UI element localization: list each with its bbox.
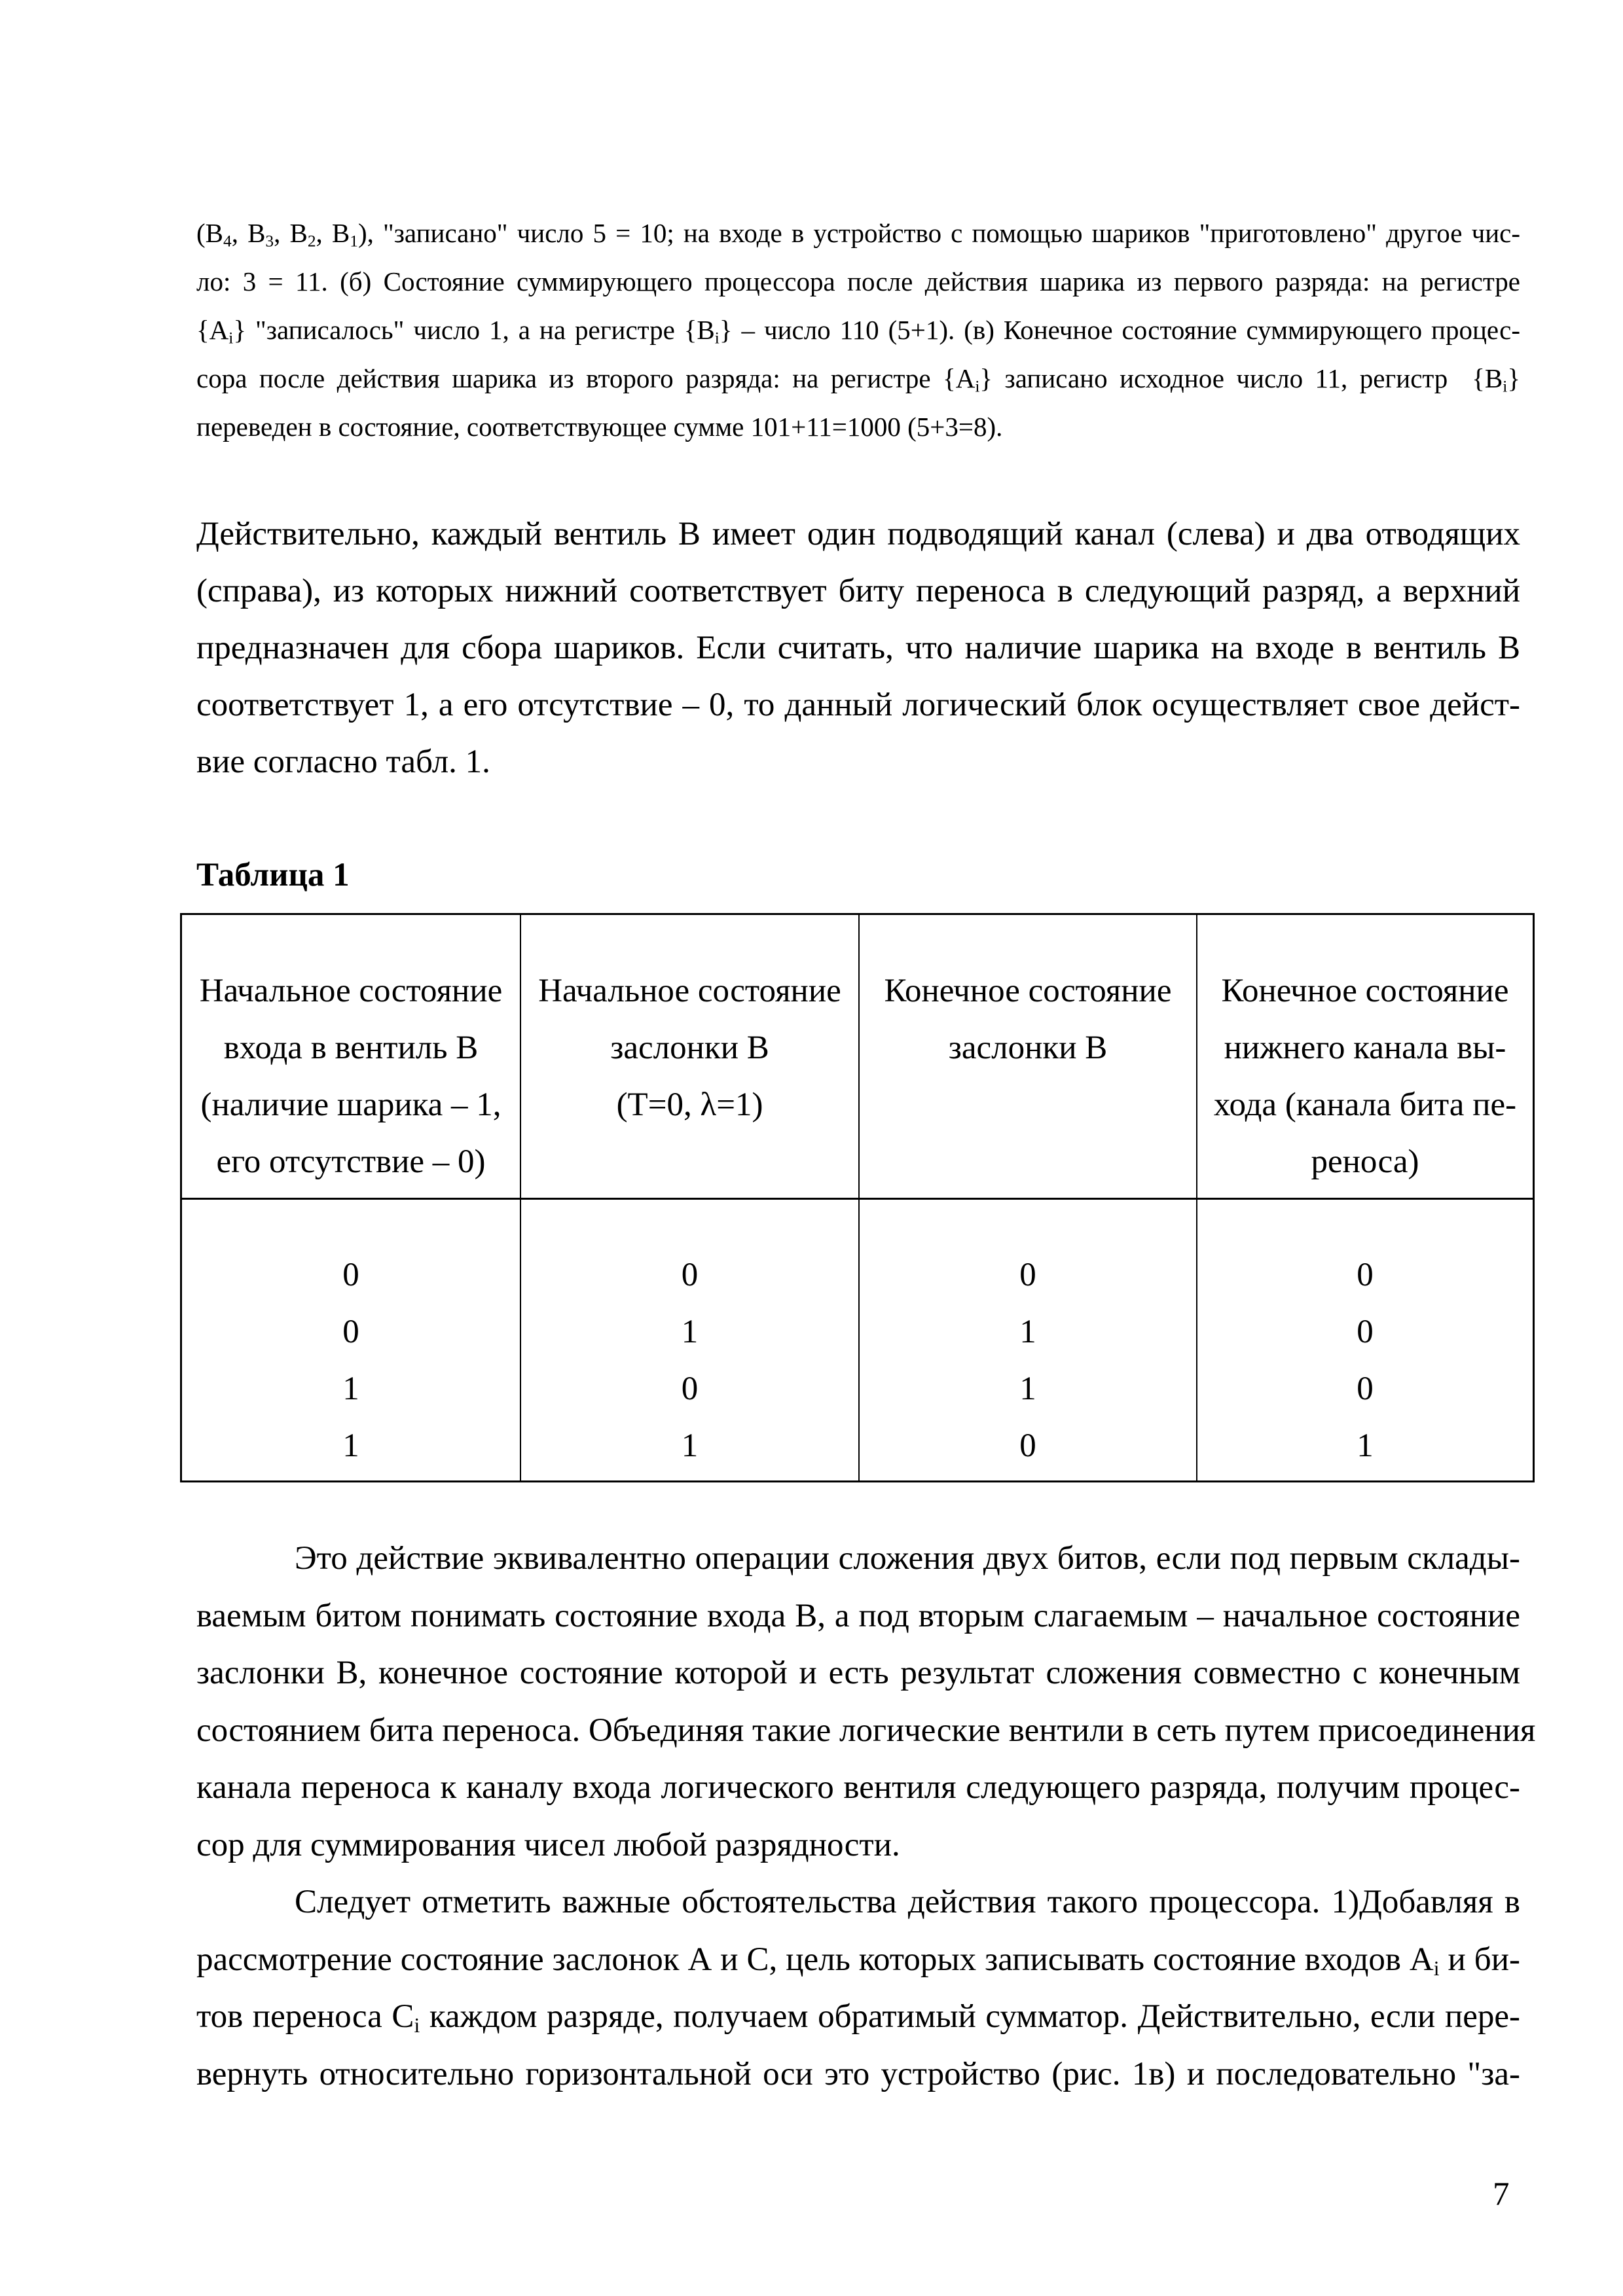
subscript: i (1433, 1956, 1440, 1980)
subscript: 3 (265, 232, 274, 251)
text-line (196, 2046, 1520, 2104)
text-run: канала переноса к каналу входа логического вентиля следующего разряда, получим процес- (196, 1769, 1520, 1806)
table-data-cell (182, 1200, 521, 1480)
text-line (196, 1759, 1520, 1817)
table-data-cell (860, 1200, 1197, 1480)
cell-value: 1 (681, 1314, 699, 1350)
text-run: {A (196, 315, 229, 345)
subscript: i (414, 2013, 420, 2037)
header-text-line: (наличие шарика – 1, (200, 1086, 501, 1123)
text-run: каждом разряде, получаем обратимый сумматор. Действительно, если пере- (420, 1998, 1520, 2035)
subscript: 4 (223, 232, 232, 251)
text-run: переведен в состояние, соответствующее сумме 101+11=1000 (5+3=8). (196, 412, 1003, 442)
subscript: i (228, 329, 234, 348)
text-run: сор для суммирования чисел любой разрядности. (196, 1826, 900, 1863)
paragraph-gate-description (196, 506, 1520, 791)
truth-table (180, 913, 1535, 1482)
text-line (196, 1817, 1520, 1874)
text-run: сора после действия шарика из второго разряда: на регистре {A (196, 363, 976, 393)
cell-value: 0 (1357, 1371, 1374, 1407)
subscript: i (1503, 377, 1508, 396)
text-run: Это действие эквивалентно операции сложения двух битов, если под первым склады- (295, 1540, 1520, 1577)
text-run: (справа), из которых нижний соответствует биту переноса в следующий разряд, а верхний (196, 573, 1520, 609)
header-text-line: реноса) (1311, 1143, 1419, 1180)
text-run: рассмотрение состояние заслонок А и С, цель которых записывать состояние входов A (196, 1941, 1434, 1978)
text-line (196, 677, 1520, 734)
table-title: Таблица 1 (196, 857, 350, 893)
text-run: } "записалось" число 1, а на регистре {B (233, 315, 715, 345)
header-text-line: заслонки В (610, 1030, 769, 1066)
paragraph-adder-explanation (196, 1530, 1536, 2103)
header-text-line: заслонки В (948, 1030, 1108, 1066)
text-line (196, 306, 1520, 354)
text-run: заслонки В, конечное состояние которой и есть результат сложения совместно с конечным (196, 1655, 1520, 1691)
text-run: } записано исходное число 11, регистр {B (979, 363, 1503, 393)
cell-value: 0 (342, 1314, 359, 1350)
cell-value: 0 (681, 1257, 699, 1293)
text-run: } (1507, 363, 1520, 393)
cell-value: 0 (342, 1257, 359, 1293)
text-line (196, 563, 1520, 620)
text-run: вернуть относительно горизонтальной оси это устройство (рис. 1в) и последовательно "за- (196, 2055, 1520, 2092)
table-header-cell (182, 915, 521, 1200)
text-run: (B (196, 218, 223, 248)
table-header-cell (521, 915, 860, 1200)
text-line (196, 1874, 1520, 1931)
cell-value: 1 (681, 1427, 699, 1464)
table-header-cell (1197, 915, 1533, 1200)
text-run: соответствует 1, а его отсутствие – 0, то данный логический блок осуществляет свое дейст- (196, 687, 1520, 723)
subscript: i (975, 377, 980, 396)
text-line (196, 734, 1520, 791)
page-number: 7 (1493, 2176, 1510, 2213)
subscript: i (714, 329, 720, 348)
header-text-line: Конечное состояние (1221, 973, 1509, 1009)
header-text-line: (T=0, λ=1) (616, 1086, 763, 1123)
table-data-cell (521, 1200, 860, 1480)
text-run: ), "записано" число 5 = 10; на входе в устройство с помощью шариков "приготовлено" другое чис- (357, 218, 1520, 248)
text-line (196, 354, 1520, 403)
cell-value: 0 (1019, 1427, 1036, 1464)
table-header-cell (860, 915, 1197, 1200)
cell-value: 1 (1019, 1371, 1036, 1407)
header-text-line: входа в вентиль В (223, 1030, 479, 1066)
text-run: Действительно, каждый вентиль В имеет один подводящий канал (слева) и два отводящих (196, 516, 1520, 552)
figure-caption (196, 209, 1520, 451)
text-line (196, 506, 1520, 563)
cell-value: 0 (1019, 1257, 1036, 1293)
text-line (196, 1530, 1520, 1588)
text-line (196, 257, 1520, 306)
text-line (196, 1988, 1520, 2046)
text-run: ло: 3 = 11. (б) Состояние суммирующего процессора после действия шарика из первого разряда: на регистре (196, 266, 1520, 296)
text-run: и би- (1439, 1941, 1520, 1978)
header-text-line: его отсутствие – 0) (216, 1143, 486, 1180)
cell-value: 1 (1357, 1427, 1374, 1464)
text-line (196, 1702, 1536, 1760)
text-run: } – число 110 (5+1). (в) Конечное состояние суммирующего процес- (719, 315, 1520, 345)
header-text-line: Конечное состояние (884, 973, 1172, 1009)
text-run: предназначен для сбора шариков. Если считать, что наличие шарика на входе в вентиль В (196, 630, 1520, 666)
header-text-line: хода (канала бита пе- (1213, 1086, 1517, 1123)
header-text-line: нижнего канала вы- (1224, 1030, 1506, 1066)
cell-value: 1 (1019, 1314, 1036, 1350)
text-run: , B (274, 218, 308, 248)
text-line (196, 620, 1520, 677)
cell-value: 0 (681, 1371, 699, 1407)
text-run: , B (231, 218, 266, 248)
subscript: 2 (307, 232, 316, 251)
text-run: ваемым битом понимать состояние входа В, а под вторым слагаемым – начальное состояние (196, 1597, 1520, 1634)
text-run: вие согласно табл. 1. (196, 744, 490, 780)
cell-value: 0 (1357, 1314, 1374, 1350)
text-line (196, 1588, 1520, 1645)
text-line (196, 1931, 1520, 1989)
text-line (196, 403, 1520, 451)
header-text-line: Начальное состояние (199, 973, 503, 1009)
text-line (196, 1645, 1520, 1702)
table-data-cell (1197, 1200, 1533, 1480)
cell-value: 1 (342, 1427, 359, 1464)
text-run: , B (316, 218, 350, 248)
cell-value: 1 (342, 1371, 359, 1407)
subscript: 1 (350, 232, 358, 251)
text-run: Следует отметить важные обстоятельства действия такого процессора. 1)Добавляя в (295, 1884, 1520, 1920)
text-run: состоянием бита переноса. Объединяя такие логические вентили в сеть путем присоединения (196, 1712, 1536, 1749)
text-line (196, 209, 1520, 257)
header-text-line: Начальное состояние (538, 973, 841, 1009)
text-run: тов переноса C (196, 1998, 414, 2035)
cell-value: 0 (1357, 1257, 1374, 1293)
